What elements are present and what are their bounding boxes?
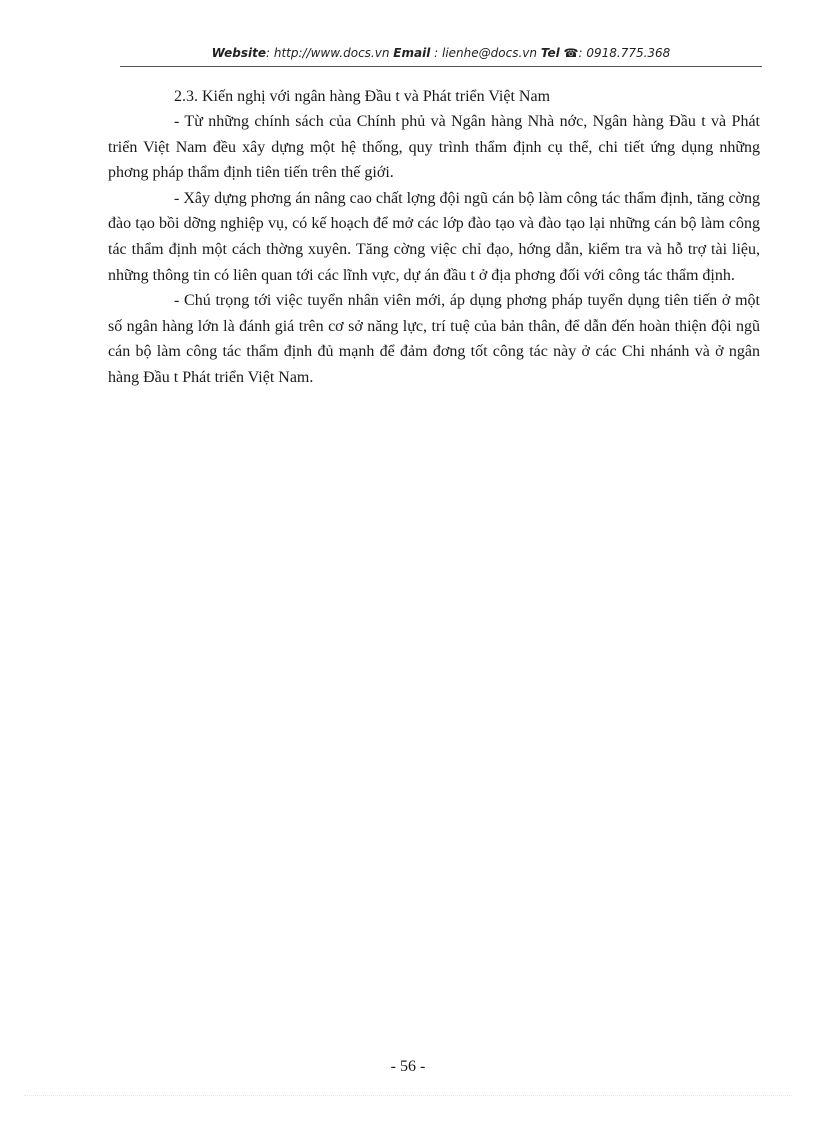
paragraph-3: - Chú trọng tới việc tuyển nhân viên mới, áp dụng phơng pháp tuyển dụng tiên tiến ở một số ngân hàng lớn là đánh giá trên cơ sở năng lực, trí tuệ của bản thân, để dẫn đến hoàn thiện đội ngũ cán bộ làm công tác thẩm định đủ mạnh để đảm đơng tốt công tác này ở các Chi nhánh và ở ngân hàng Đầu t Phát triển Việt Nam. bbox=[108, 292, 760, 386]
document-body bbox=[108, 84, 760, 391]
tel-value: : 0918.775.368 bbox=[578, 46, 671, 60]
tel-label: Tel bbox=[540, 46, 560, 60]
page-number: - 56 - bbox=[390, 1058, 426, 1075]
footer-divider bbox=[24, 1095, 792, 1096]
paragraph-1: - Từ những chính sách của Chính phủ và Ngân hàng Nhà nớc, Ngân hàng Đầu t và Phát triển Việt Nam đều xây dựng một hệ thống, quy trình thẩm định cụ thể, chi tiết ứng dụng những phơng pháp thẩm định tiên tiến trên thế giới. bbox=[108, 113, 760, 182]
phone-icon: ☎ bbox=[563, 46, 579, 60]
website-label: Website bbox=[211, 46, 266, 60]
email-label: Email bbox=[393, 46, 431, 60]
paragraph-2: - Xây dựng phơng án nâng cao chất lợng đội ngũ cán bộ làm công tác thẩm định, tăng cờng đào tạo bồi dỡng nghiệp vụ, có kế hoạch để mở các lớp đào tạo và đào tạo lại những cán bộ làm công tác thẩm định một cách thờng xuyên. Tăng cờng việc chỉ đạo, hớng dẫn, kiểm tra và hỗ trợ tài liệu, những thông tin có liên quan tới các lĩnh vực, dự án đầu t ở địa phơng đối với công tác thẩm định. bbox=[108, 189, 760, 284]
header-divider bbox=[120, 66, 762, 67]
website-value: : http://www.docs.vn bbox=[266, 46, 390, 60]
section-heading: 2.3. Kiến nghị với ngân hàng Đầu t và Phát triển Việt Nam bbox=[174, 88, 551, 105]
page-header bbox=[120, 46, 762, 64]
email-value: : lienhe@docs.vn bbox=[434, 46, 537, 60]
